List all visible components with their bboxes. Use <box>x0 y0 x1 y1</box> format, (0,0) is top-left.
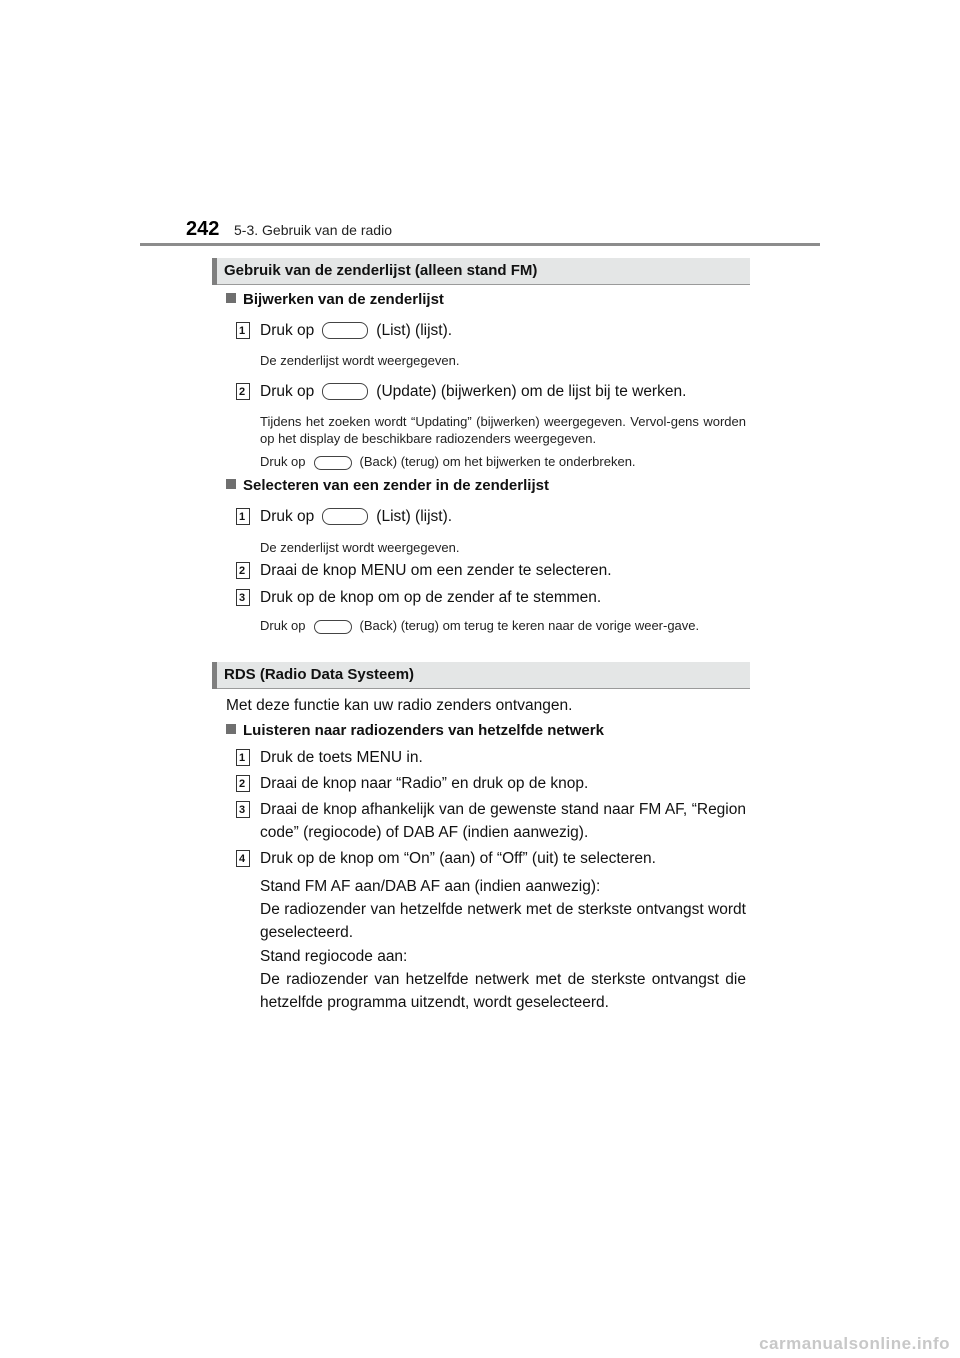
step-number: 1 <box>236 749 250 766</box>
step-text: Druk op (List) (lijst). <box>260 322 453 339</box>
step-number: 1 <box>236 508 250 525</box>
step-number: 4 <box>236 850 250 867</box>
list-button-icon <box>322 322 368 339</box>
step-number: 2 <box>236 383 250 400</box>
back-button-icon <box>314 456 352 470</box>
subheading-network: Luisteren naar radiozenders van hetzelfde netwerk <box>226 722 604 739</box>
section-accent <box>212 662 217 689</box>
step-text: Draai de knop naar “Radio” en druk op de knop. <box>260 775 589 792</box>
mode-description: De radiozender van hetzelfde netwerk met de sterkste ontvangst die hetzelfde programma uitzendt, wordt geselecteerd. <box>260 971 746 1011</box>
step-text: Druk op de knop om “On” (aan) of “Off” (uit) te selecteren. <box>260 850 656 867</box>
intro-paragraph: Met deze functie kan uw radio zenders ontvangen. <box>226 697 573 714</box>
step-text: Druk de toets MENU in. <box>260 749 423 766</box>
watermark: carmanualsonline.info <box>759 1334 950 1353</box>
mode-title: Stand FM AF aan/DAB AF aan (indien aanwezig): <box>260 878 601 895</box>
subheading-select: Selecteren van een zender in de zenderlijst <box>226 477 549 494</box>
update-button-icon <box>322 383 368 400</box>
header-divider <box>140 243 820 246</box>
mode-description: De radiozender van hetzelfde netwerk met de sterkste ontvangst wordt geselecteerd. <box>260 901 746 941</box>
square-bullet-icon <box>226 724 236 734</box>
back-button-icon <box>314 620 352 634</box>
step-number: 2 <box>236 775 250 792</box>
step-number: 3 <box>236 589 250 606</box>
mode-title: Stand regiocode aan: <box>260 948 408 965</box>
section-title: RDS (Radio Data Systeem) <box>224 666 415 683</box>
subheading-update: Bijwerken van de zenderlijst <box>226 291 444 308</box>
step-text: Draai de knop MENU om een zender te selecteren. <box>260 562 612 579</box>
step-text: Draai de knop afhankelijk van de gewenste stand naar FM AF, “Region code” (regiocode) of DAB AF (indien aanwezig). <box>260 801 746 841</box>
square-bullet-icon <box>226 293 236 303</box>
page-number: 242 <box>186 218 220 240</box>
section-bar-zenderlijst <box>212 258 750 285</box>
list-button-icon <box>322 508 368 525</box>
section-accent <box>212 258 217 285</box>
step-text: Druk op (Update) (bijwerken) om de lijst bij te werken. <box>260 383 687 400</box>
section-bar-rds <box>212 662 750 689</box>
step-number: 3 <box>236 801 250 818</box>
section-title: Gebruik van de zenderlijst (alleen stand FM) <box>224 262 538 279</box>
step-note: De zenderlijst wordt weergegeven. <box>260 540 460 555</box>
step-text: Druk op (List) (lijst). <box>260 508 453 525</box>
step-note: Tijdens het zoeken wordt “Updating” (bijwerken) weergegeven. Vervol-gens worden op het display de beschikbare radiozenders weergegeven. <box>260 414 746 446</box>
step-text: Druk op de knop om op de zender af te stemmen. <box>260 589 602 606</box>
chapter-title: 5-3. Gebruik van de radio <box>234 222 392 238</box>
step-number: 1 <box>236 322 250 339</box>
step-note: Druk op (Back) (terug) om het bijwerken te onderbreken. <box>260 454 636 469</box>
square-bullet-icon <box>226 479 236 489</box>
step-note: Druk op (Back) (terug) om terug te keren naar de vorige weer-gave. <box>260 618 700 633</box>
step-number: 2 <box>236 562 250 579</box>
step-note: De zenderlijst wordt weergegeven. <box>260 353 460 368</box>
